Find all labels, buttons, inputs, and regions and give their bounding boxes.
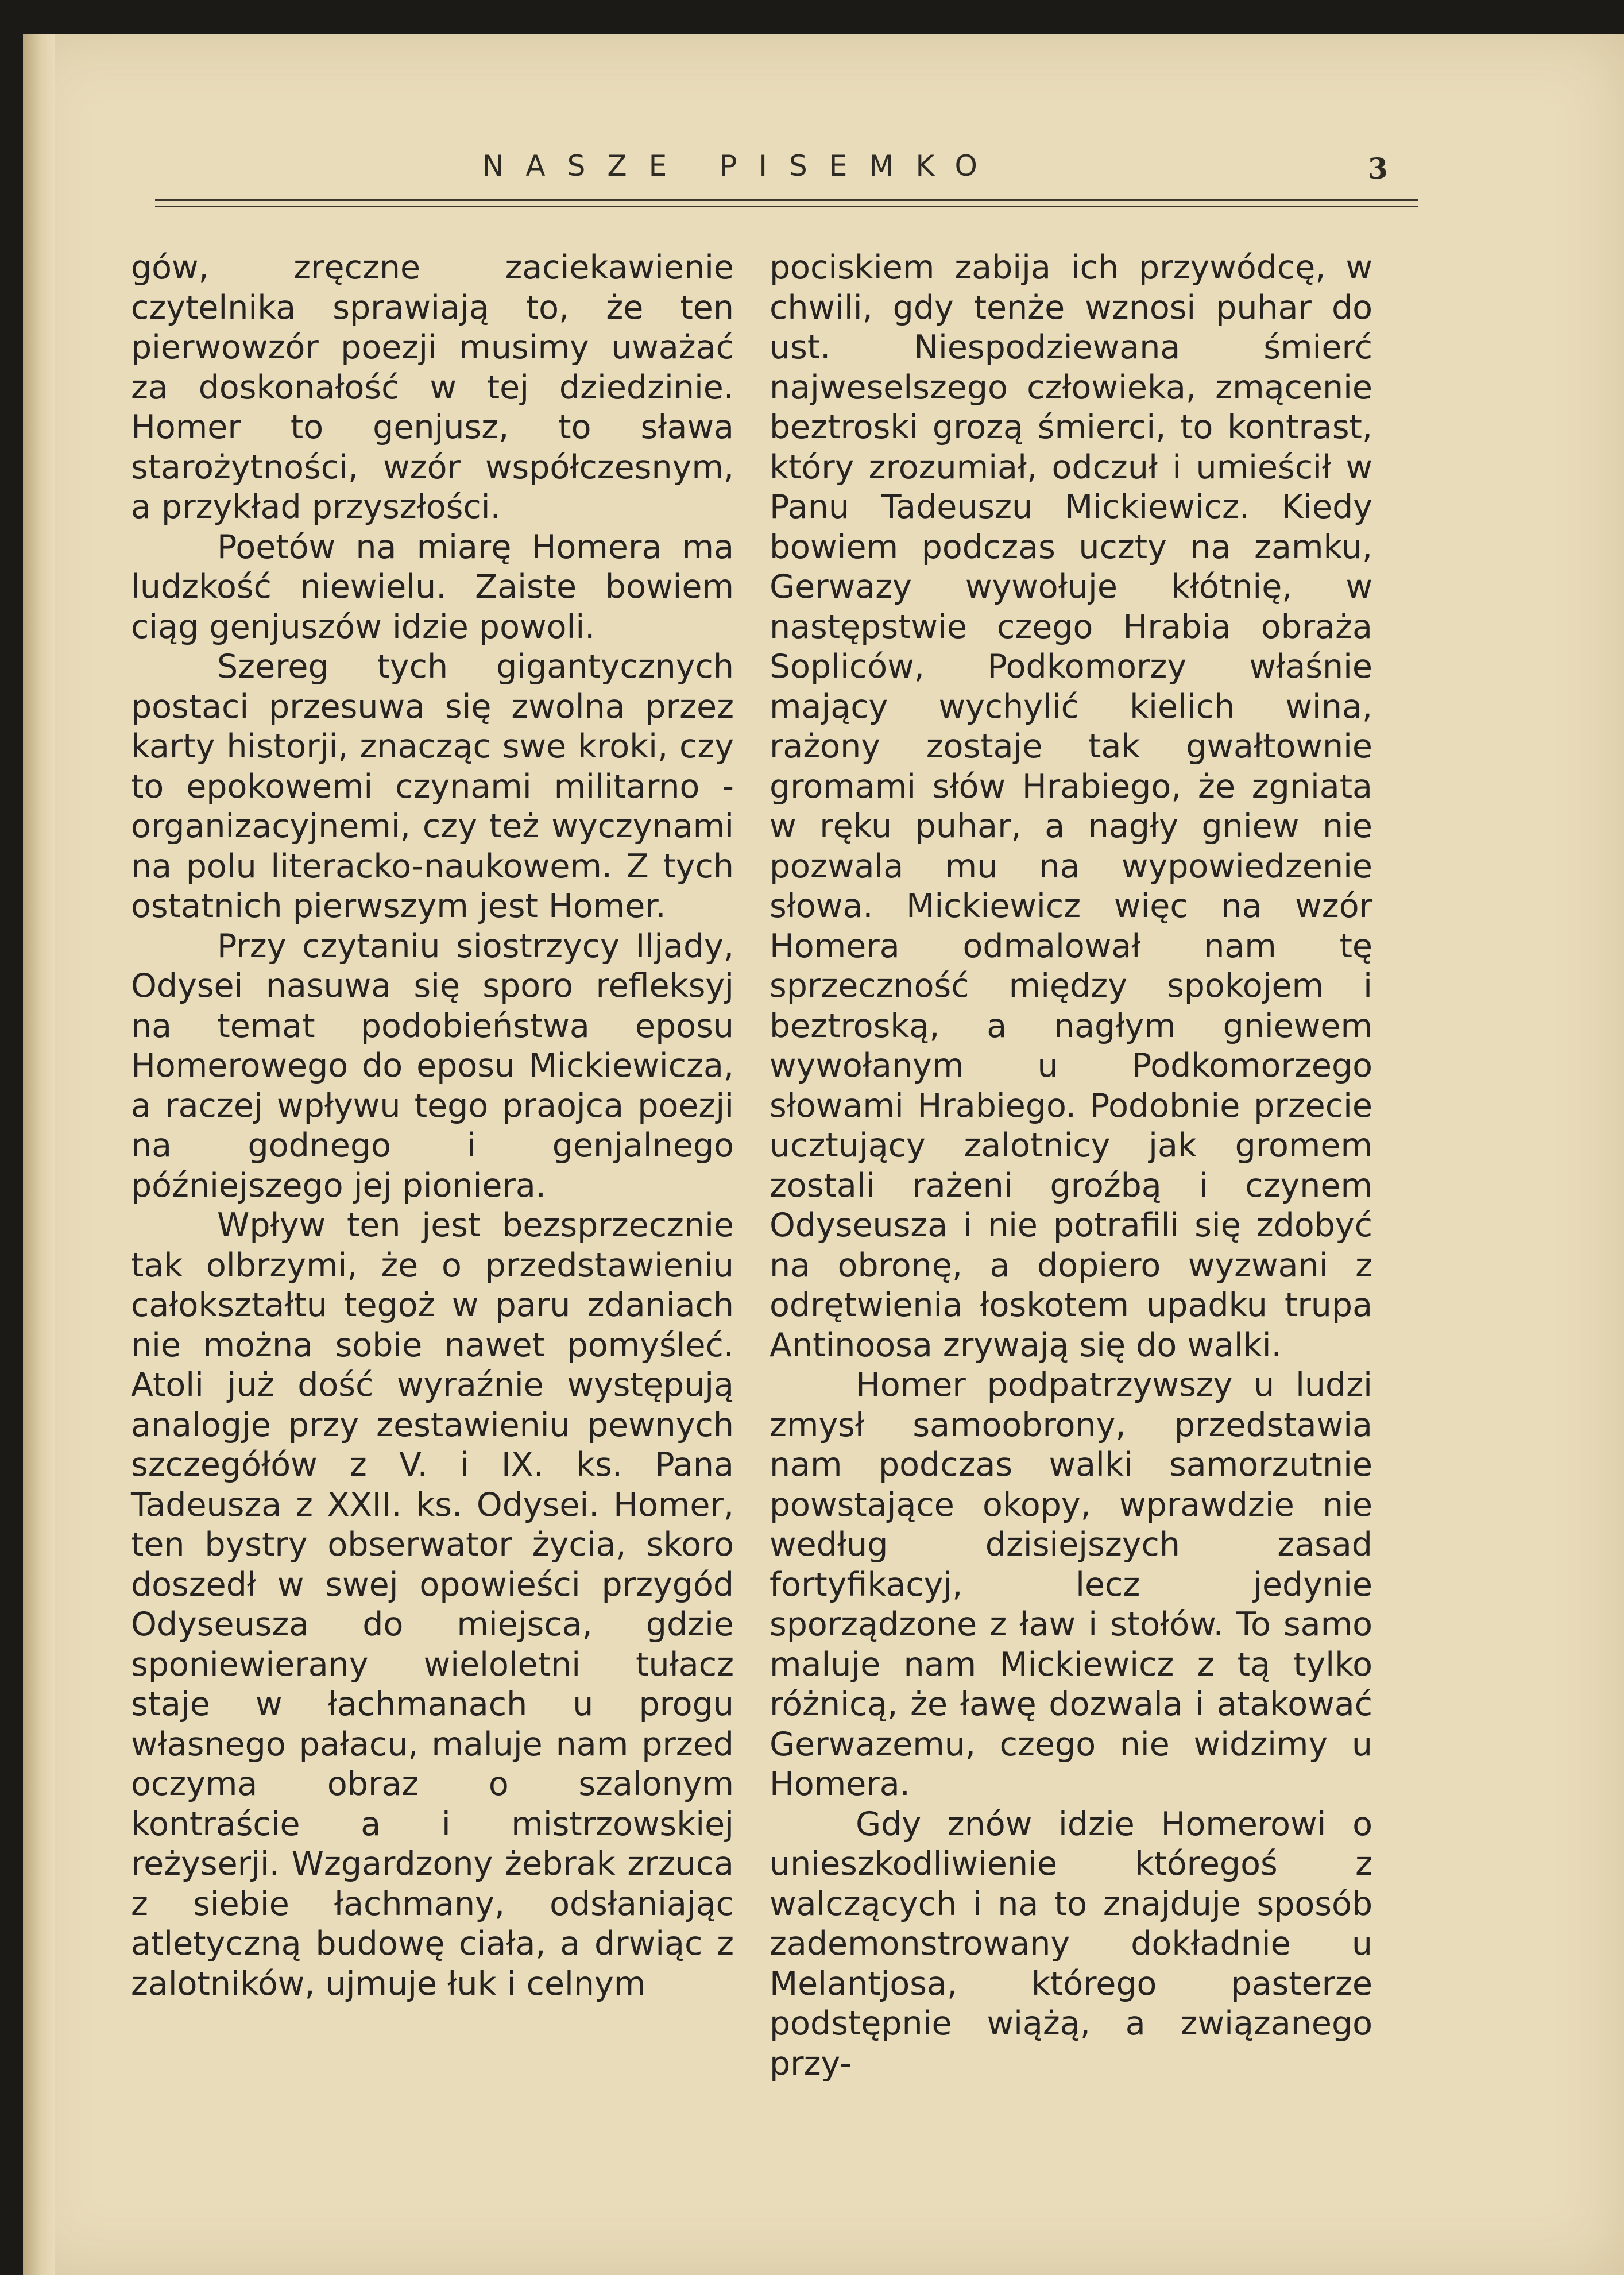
paragraph: Wpływ ten jest bezsprzecznie tak olbrzymi, że o przedstawieniu całokształtu tegoż w paru zdaniach nie można sobie nawet pomyśleć. Atoli już dość wyraźnie występują analogje przy zestawieniu pewnych szczegółów z V. i IX. ks. Pana Tadeusza z XXII. ks. Odysei. Homer, ten bystry obserwator życia, skoro doszedł w swej opowieści przygód Odyseusza do miejsca, gdzie sponiewierany wieloletni tułacz staje w łachmanach u progu własnego pałacu, maluje nam przed oczyma obraz o szalonym kontraście a i mistrzowskiej reżyserji. Wzgardzony żebrak zrzuca z siebie łachmany, odsłaniając atletyczną budowę ciała, a drwiąc z zalotników, ujmuje łuk i celnym [131, 1206, 734, 2003]
paragraph: Przy czytaniu siostrzycy Iljady, Odysei nasuwa się sporo refleksyj na temat podobieństwa eposu Homerowego do eposu Mickiewicza, a raczej wpływu tego praojca poezji na godnego i genjalnego późniejszego jej pioniera. [131, 927, 734, 1205]
page-number: 3 [1368, 152, 1388, 185]
paragraph: pociskiem zabija ich przywódcę, w chwili, gdy tenże wznosi puhar do ust. Niespodziewana śmierć najweselszego człowieka, zmącenie beztroski grozą śmierci, to kontrast, który zrozumiał, odczuł i umieścił w Panu Tadeuszu Mickiewicz. Kiedy bowiem podczas uczty na zamku, Gerwazy wywołuje kłótnię, w następstwie czego Hrabia obraża Sopliców, Podkomorzy właśnie mający wychylić kielich wina, rażony zostaje tak gwałtownie gromami słów Hrabiego, że zgniata w ręku puhar, a nagły gniew nie pozwala mu na wypowiedzenie słowa. Mickiewicz więc na wzór Homera odmalował nam tę sprzeczność między spokojem i beztroską, a nagłym gniewem wywołanym u Podkomorzego słowami Hrabiego. Podobnie przecie ucztujący zalotnicy jak gromem zostali rażeni groźbą i czynem Odyseusza i nie potrafili się zdobyć na obronę, a dopiero wyzwani z odrętwienia łoskotem upadku trupa Antinoosa zrywają się do walki. [770, 249, 1372, 1364]
paragraph: gów, zręczne zaciekawienie czytelnika sprawiają to, że ten pierwowzór poezji musimy uważać za doskonałość w tej dziedzinie. Homer to genjusz, to sława starożytności, wzór współczesnym, a przykład przyszłości. [131, 249, 734, 526]
running-title: NASZE PISEMKO [482, 149, 999, 183]
header-rule [155, 199, 1418, 201]
paragraph: Poetów na miarę Homera ma ludzkość niewielu. Zaiste bowiem ciąg genjuszów idzie powoli. [131, 528, 734, 646]
header-rule-thin [155, 206, 1418, 207]
page-header [155, 149, 1418, 189]
paragraph: Homer podpatrzywszy u ludzi zmysł samoobrony, przedstawia nam podczas walki samorzutnie powstające okopy, wprawdzie nie według dzisiejszych zasad fortyfikacyj, lecz jedynie sporządzone z ław i stołów. To samo maluje nam Mickiewicz z tą tylko różnicą, że ławę dozwala i atakować Gerwazemu, czego nie widzimy u Homera. [770, 1366, 1372, 1803]
text-column-left [131, 248, 734, 2004]
paragraph: Gdy znów idzie Homerowi o unieszkodliwienie któregoś z walczących i na to znajduje sposób zademonstrowany dokładnie u Melantjosa, którego pasterze podstępnie wiążą, a związanego przy- [770, 1805, 1372, 2083]
page-gutter [23, 34, 55, 2275]
text-column-right [770, 248, 1372, 2084]
paragraph: Szereg tych gigantycznych postaci przesuwa się zwolna przez karty historji, znacząc swe kroki, czy to epokowemi czynami militarno - organizacyjnemi, czy też wyczynami na polu literacko-naukowem. Z tych ostatnich pierwszym jest Homer. [131, 648, 734, 925]
